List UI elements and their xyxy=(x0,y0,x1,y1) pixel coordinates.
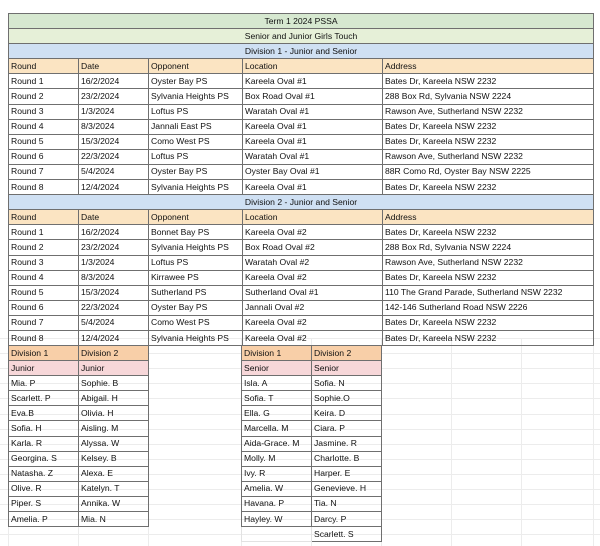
player-name[interactable]: Kelsey. B xyxy=(79,451,149,466)
fixture-row xyxy=(9,285,594,300)
team-sub-row xyxy=(242,361,382,376)
cell-round[interactable]: Round 8 xyxy=(9,330,79,345)
cell-opponent[interactable]: Bonnet Bay PS xyxy=(149,225,243,240)
cell-opponent[interactable]: Oyster Bay PS xyxy=(149,300,243,315)
player-name[interactable]: Katelyn. T xyxy=(79,481,149,496)
cell-address[interactable]: 142-146 Sutherland Road NSW 2226 xyxy=(383,300,594,315)
cell-location[interactable]: Kareela Oval #2 xyxy=(243,270,383,285)
gridline xyxy=(593,338,594,546)
fixture-row xyxy=(9,315,594,330)
column-header-address[interactable]: Address xyxy=(383,59,594,74)
cell-round[interactable]: Round 7 xyxy=(9,315,79,330)
fixture-row xyxy=(9,330,594,345)
cell-location[interactable]: Kareela Oval #1 xyxy=(243,134,383,149)
cell-opponent[interactable]: Como West PS xyxy=(149,315,243,330)
senior-team-table xyxy=(241,345,382,542)
player-name[interactable]: Alexa. E xyxy=(79,466,149,481)
column-header-round[interactable]: Round xyxy=(9,210,79,225)
team-header-row xyxy=(242,346,382,361)
player-name[interactable]: Georgina. S xyxy=(9,451,79,466)
cell-round[interactable]: Round 4 xyxy=(9,119,79,134)
player-name[interactable]: Darcy. P xyxy=(312,512,382,527)
cell-address[interactable]: Bates Dr, Kareela NSW 2232 xyxy=(383,180,594,195)
player-name[interactable]: Sophie. B xyxy=(79,376,149,391)
fixture-row xyxy=(9,164,594,179)
cell-location[interactable]: Kareela Oval #2 xyxy=(243,315,383,330)
player-row xyxy=(242,496,382,511)
team-header-division-1[interactable]: Division 1 xyxy=(9,346,79,361)
team-header-division-2[interactable]: Division 2 xyxy=(312,346,382,361)
player-row xyxy=(9,406,149,421)
cell-address[interactable]: 288 Box Rd, Sylvania NSW 2224 xyxy=(383,240,594,255)
player-row xyxy=(9,481,149,496)
cell-address[interactable]: Bates Dr, Kareela NSW 2232 xyxy=(383,225,594,240)
sheet-subtitle[interactable]: Senior and Junior Girls Touch xyxy=(9,29,594,44)
cell-address[interactable]: Rawson Ave, Sutherland NSW 2232 xyxy=(383,149,594,164)
cell-date[interactable]: 15/3/2024 xyxy=(79,134,149,149)
column-header-date[interactable]: Date xyxy=(79,210,149,225)
cell-round[interactable]: Round 7 xyxy=(9,164,79,179)
division-title[interactable]: Division 1 - Junior and Senior xyxy=(9,44,594,59)
cell-date[interactable]: 8/3/2024 xyxy=(79,270,149,285)
player-name[interactable]: Keira. D xyxy=(312,406,382,421)
cell-address[interactable]: 88R Como Rd, Oyster Bay NSW 2225 xyxy=(383,164,594,179)
cell-date[interactable]: 1/3/2024 xyxy=(79,104,149,119)
player-name[interactable]: Amelia. W xyxy=(242,481,312,496)
fixture-row xyxy=(9,225,594,240)
cell-address[interactable]: Rawson Ave, Sutherland NSW 2232 xyxy=(383,255,594,270)
cell-round[interactable]: Round 8 xyxy=(9,180,79,195)
cell-date[interactable]: 1/3/2024 xyxy=(79,255,149,270)
cell-opponent[interactable]: Loftus PS xyxy=(149,149,243,164)
player-row xyxy=(242,451,382,466)
cell-date[interactable]: 23/2/2024 xyxy=(79,89,149,104)
player-name[interactable]: Charlotte. B xyxy=(312,451,382,466)
player-name[interactable]: Abigail. H xyxy=(79,391,149,406)
player-row xyxy=(242,527,382,542)
cell-date[interactable]: 12/4/2024 xyxy=(79,180,149,195)
fixture-row xyxy=(9,240,594,255)
division-title[interactable]: Division 2 - Junior and Senior xyxy=(9,195,594,210)
player-name[interactable]: Havana. P xyxy=(242,496,312,511)
player-row xyxy=(9,512,149,527)
cell-address[interactable]: Bates Dr, Kareela NSW 2232 xyxy=(383,270,594,285)
column-header-opponent[interactable]: Opponent xyxy=(149,210,243,225)
junior-team-table xyxy=(8,345,149,527)
player-name[interactable]: Natasha. Z xyxy=(9,466,79,481)
cell-opponent[interactable]: Kirrawee PS xyxy=(149,270,243,285)
player-name[interactable]: Karla. R xyxy=(9,436,79,451)
player-row xyxy=(9,421,149,436)
fixture-row xyxy=(9,300,594,315)
cell-location[interactable]: Sutherland Oval #1 xyxy=(243,285,383,300)
column-header-location[interactable]: Location xyxy=(243,210,383,225)
player-row xyxy=(9,436,149,451)
player-name[interactable]: Mia. N xyxy=(79,512,149,527)
player-name[interactable]: Sofia. T xyxy=(242,391,312,406)
cell-opponent[interactable]: Loftus PS xyxy=(149,104,243,119)
sheet-title[interactable]: Term 1 2024 PSSA xyxy=(9,14,594,29)
player-name[interactable]: Scarlett. P xyxy=(9,391,79,406)
subtitle-row xyxy=(9,29,594,44)
cell-address[interactable]: Bates Dr, Kareela NSW 2232 xyxy=(383,315,594,330)
cell-opponent[interactable]: Jannali East PS xyxy=(149,119,243,134)
cell-date[interactable]: 8/3/2024 xyxy=(79,119,149,134)
player-row xyxy=(9,391,149,406)
cell-address[interactable]: Rawson Ave, Sutherland NSW 2232 xyxy=(383,104,594,119)
player-name[interactable]: Jasmine. R xyxy=(312,436,382,451)
player-row xyxy=(242,406,382,421)
player-row xyxy=(242,391,382,406)
cell-round[interactable]: Round 5 xyxy=(9,285,79,300)
player-name[interactable]: Harper. E xyxy=(312,466,382,481)
junior-label[interactable]: Junior xyxy=(79,361,149,376)
cell-location[interactable]: Box Road Oval #2 xyxy=(243,240,383,255)
player-name[interactable]: Sophie.O xyxy=(312,391,382,406)
cell-round[interactable]: Round 1 xyxy=(9,225,79,240)
player-name[interactable]: Scarlett. S xyxy=(312,527,382,542)
cell-date[interactable]: 23/2/2024 xyxy=(79,240,149,255)
fixture-row xyxy=(9,255,594,270)
cell-opponent[interactable]: Oyster Bay PS xyxy=(149,74,243,89)
cell-location[interactable]: Waratah Oval #2 xyxy=(243,255,383,270)
player-name[interactable]: Sofia. H xyxy=(9,421,79,436)
column-header-location[interactable]: Location xyxy=(243,59,383,74)
cell-location[interactable]: Kareela Oval #2 xyxy=(243,330,383,345)
cell-location[interactable]: Kareela Oval #1 xyxy=(243,180,383,195)
player-name[interactable]: Alyssa. W xyxy=(79,436,149,451)
cell-address[interactable]: Bates Dr, Kareela NSW 2232 xyxy=(383,134,594,149)
cell-address[interactable]: 110 The Grand Parade, Sutherland NSW 2232 xyxy=(383,285,594,300)
cell-address[interactable]: Bates Dr, Kareela NSW 2232 xyxy=(383,330,594,345)
player-name[interactable]: Ciara. P xyxy=(312,421,382,436)
cell-location[interactable]: Waratah Oval #1 xyxy=(243,149,383,164)
junior-label[interactable]: Junior xyxy=(9,361,79,376)
player-row xyxy=(9,496,149,511)
player-name[interactable]: Molly. M xyxy=(242,451,312,466)
cell-opponent[interactable]: Oyster Bay PS xyxy=(149,164,243,179)
player-name[interactable]: Genevieve. H xyxy=(312,481,382,496)
cell-location[interactable]: Kareela Oval #2 xyxy=(243,225,383,240)
cell-round[interactable]: Round 4 xyxy=(9,270,79,285)
player-row xyxy=(242,466,382,481)
cell-opponent[interactable]: Sylvania Heights PS xyxy=(149,240,243,255)
cell-opponent[interactable]: Sylvania Heights PS xyxy=(149,89,243,104)
cell-date[interactable]: 22/3/2024 xyxy=(79,149,149,164)
cell-date[interactable]: 16/2/2024 xyxy=(79,225,149,240)
division-header-row xyxy=(9,44,594,59)
cell-opponent[interactable]: Sylvania Heights PS xyxy=(149,180,243,195)
player-name[interactable] xyxy=(242,527,312,542)
team-header-row xyxy=(9,346,149,361)
player-name[interactable]: Eva.B xyxy=(9,406,79,421)
cell-location[interactable]: Kareela Oval #1 xyxy=(243,119,383,134)
cell-opponent[interactable]: Sylvania Heights PS xyxy=(149,330,243,345)
player-row xyxy=(242,512,382,527)
cell-opponent[interactable]: Sutherland PS xyxy=(149,285,243,300)
player-name[interactable]: Amelia. P xyxy=(9,512,79,527)
cell-opponent[interactable]: Loftus PS xyxy=(149,255,243,270)
cell-address[interactable]: Bates Dr, Kareela NSW 2232 xyxy=(383,119,594,134)
fixture-row xyxy=(9,119,594,134)
player-row xyxy=(242,376,382,391)
cell-location[interactable]: Oyster Bay Oval #1 xyxy=(243,164,383,179)
fixture-row xyxy=(9,180,594,195)
player-name[interactable]: Marcella. M xyxy=(242,421,312,436)
player-name[interactable]: Piper. S xyxy=(9,496,79,511)
senior-label[interactable]: Senior xyxy=(312,361,382,376)
cell-round[interactable]: Round 6 xyxy=(9,300,79,315)
player-row xyxy=(242,481,382,496)
player-name[interactable]: Ella. G xyxy=(242,406,312,421)
player-row xyxy=(9,466,149,481)
player-name[interactable]: Annika. W xyxy=(79,496,149,511)
player-name[interactable]: Hayley. W xyxy=(242,512,312,527)
cell-date[interactable]: 22/3/2024 xyxy=(79,300,149,315)
team-sub-row xyxy=(9,361,149,376)
cell-opponent[interactable]: Como West PS xyxy=(149,134,243,149)
fixture-row xyxy=(9,134,594,149)
cell-round[interactable]: Round 3 xyxy=(9,255,79,270)
gridline xyxy=(521,338,522,546)
fixture-row xyxy=(9,104,594,119)
player-name[interactable]: Isla. A xyxy=(242,376,312,391)
player-name[interactable]: Sofia. N xyxy=(312,376,382,391)
column-header-row xyxy=(9,59,594,74)
fixture-table xyxy=(8,13,594,346)
fixture-row xyxy=(9,149,594,164)
cell-date[interactable]: 5/4/2024 xyxy=(79,315,149,330)
division-header-row xyxy=(9,195,594,210)
cell-location[interactable]: Waratah Oval #1 xyxy=(243,104,383,119)
cell-location[interactable]: Box Road Oval #1 xyxy=(243,89,383,104)
player-name[interactable]: Aida-Grace. M xyxy=(242,436,312,451)
player-name[interactable]: Aisling. M xyxy=(79,421,149,436)
cell-location[interactable]: Jannali Oval #2 xyxy=(243,300,383,315)
cell-location[interactable]: Kareela Oval #1 xyxy=(243,74,383,89)
player-name[interactable]: Ivy. R xyxy=(242,466,312,481)
fixture-row xyxy=(9,89,594,104)
cell-date[interactable]: 12/4/2024 xyxy=(79,330,149,345)
player-name[interactable]: Olive. R xyxy=(9,481,79,496)
cell-address[interactable]: 288 Box Rd, Sylvania NSW 2224 xyxy=(383,89,594,104)
senior-label[interactable]: Senior xyxy=(242,361,312,376)
cell-round[interactable]: Round 2 xyxy=(9,240,79,255)
cell-round[interactable]: Round 3 xyxy=(9,104,79,119)
player-row xyxy=(9,376,149,391)
cell-round[interactable]: Round 1 xyxy=(9,74,79,89)
player-row xyxy=(9,451,149,466)
player-name[interactable]: Mia. P xyxy=(9,376,79,391)
cell-date[interactable]: 16/2/2024 xyxy=(79,74,149,89)
column-header-date[interactable]: Date xyxy=(79,59,149,74)
fixture-row xyxy=(9,74,594,89)
cell-date[interactable]: 15/3/2024 xyxy=(79,285,149,300)
player-name[interactable]: Tia. N xyxy=(312,496,382,511)
column-header-address[interactable]: Address xyxy=(383,210,594,225)
player-row xyxy=(242,436,382,451)
player-name[interactable]: Olivia. H xyxy=(79,406,149,421)
team-header-division-1[interactable]: Division 1 xyxy=(242,346,312,361)
gridline xyxy=(451,338,452,546)
column-header-row xyxy=(9,210,594,225)
player-row xyxy=(242,421,382,436)
fixture-row xyxy=(9,270,594,285)
team-header-division-2[interactable]: Division 2 xyxy=(79,346,149,361)
column-header-round[interactable]: Round xyxy=(9,59,79,74)
title-row xyxy=(9,14,594,29)
cell-round[interactable]: Round 2 xyxy=(9,89,79,104)
cell-address[interactable]: Bates Dr, Kareela NSW 2232 xyxy=(383,74,594,89)
cell-round[interactable]: Round 6 xyxy=(9,149,79,164)
column-header-opponent[interactable]: Opponent xyxy=(149,59,243,74)
cell-round[interactable]: Round 5 xyxy=(9,134,79,149)
cell-date[interactable]: 5/4/2024 xyxy=(79,164,149,179)
